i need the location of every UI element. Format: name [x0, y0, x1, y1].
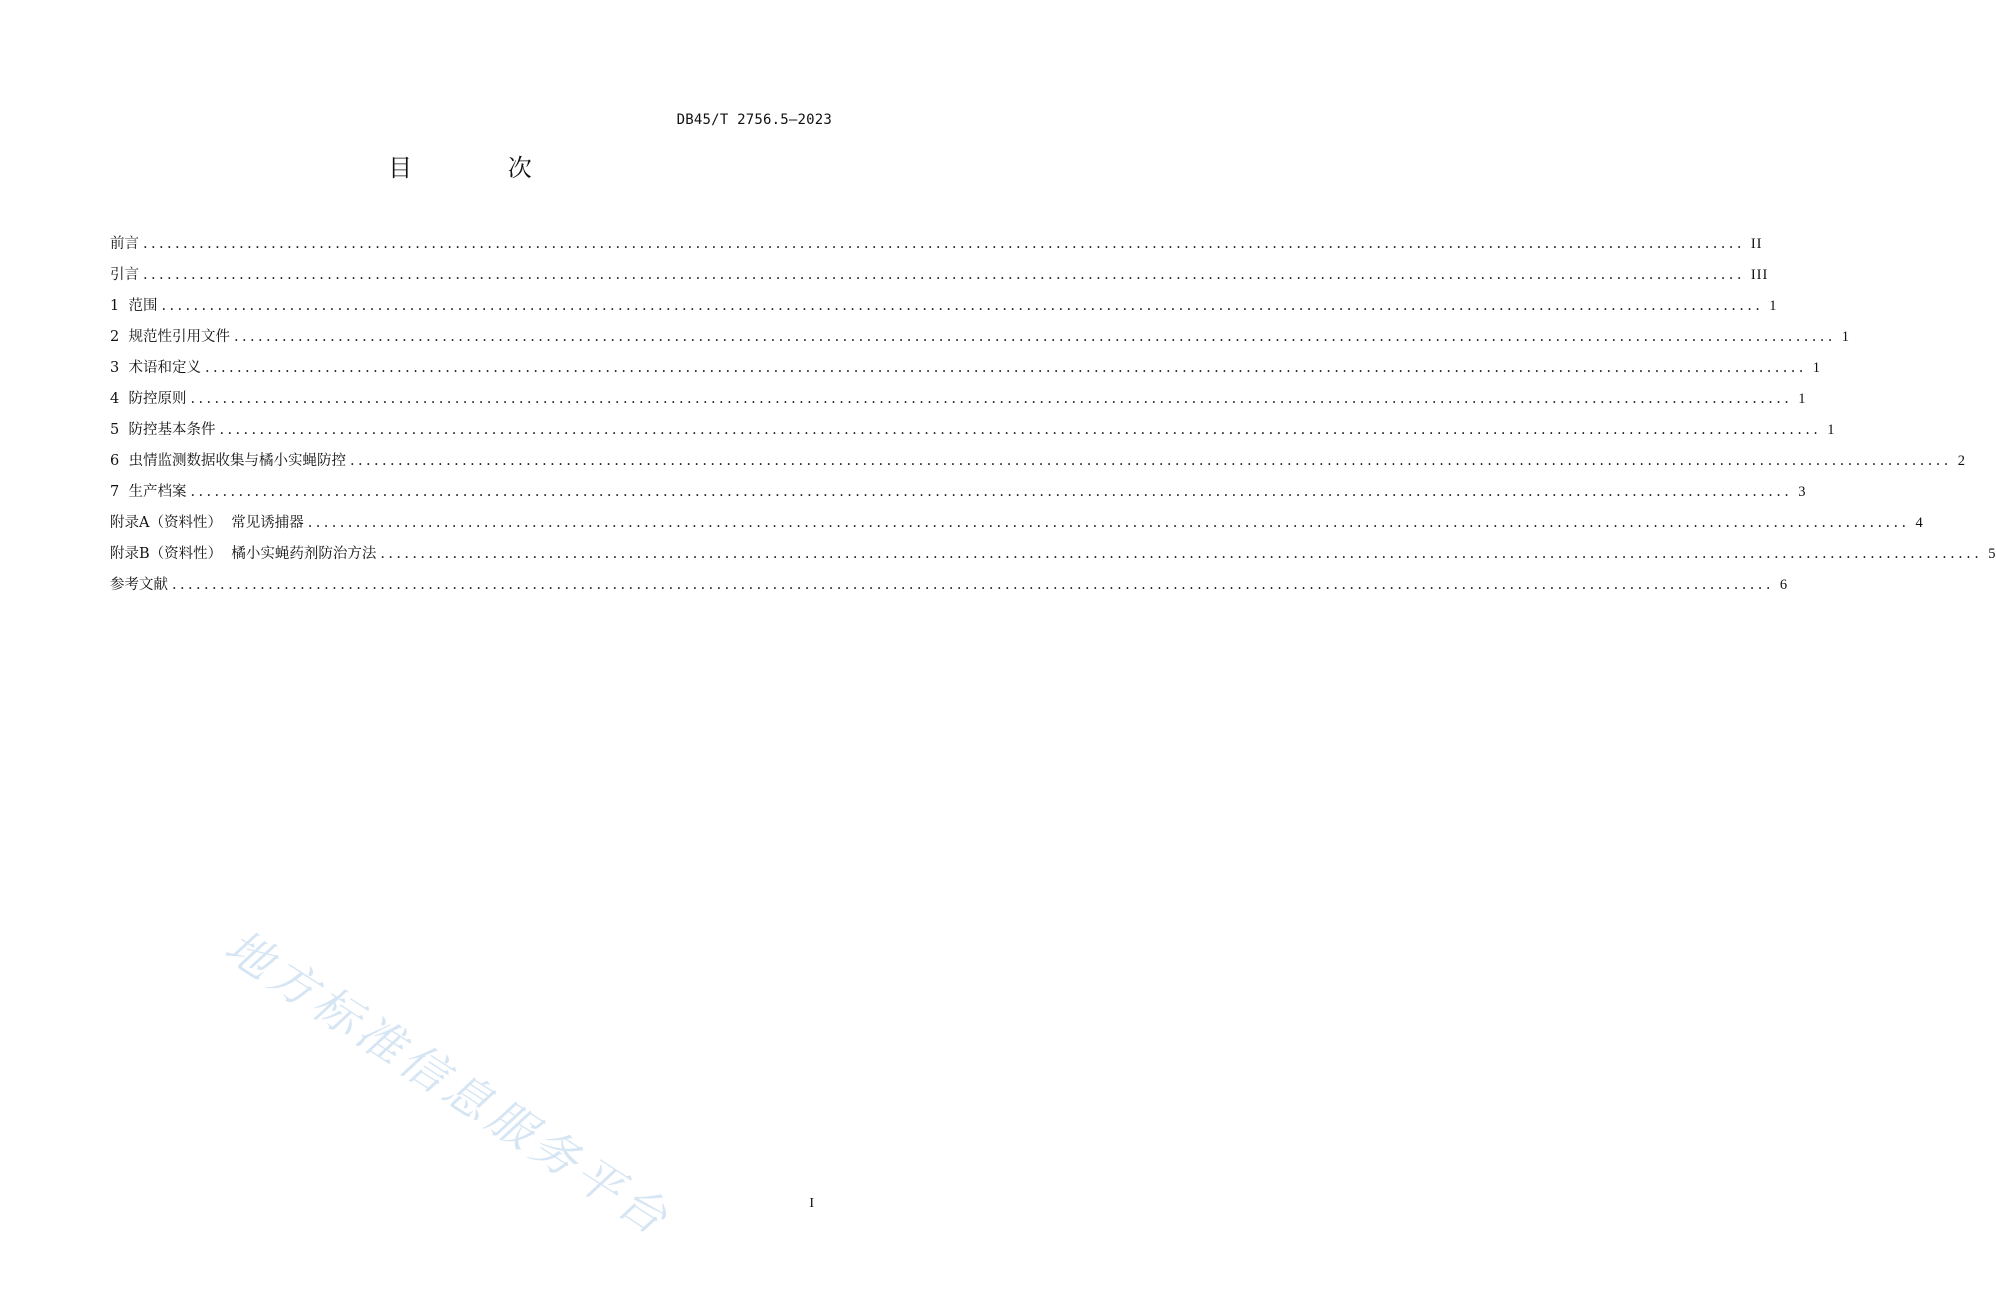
toc-entry-annex-b[interactable] [110, 539, 1996, 570]
toc-page-number: 4 [1915, 515, 1924, 531]
toc-page-number: 3 [1798, 484, 1807, 500]
toc-page-number: 6 [1779, 577, 1789, 593]
page-title: 目 次 [388, 154, 576, 182]
toc-label: 7 生产档案 [110, 484, 187, 500]
toc-label: 附录A（资料性） 常见诱捕器 [110, 515, 304, 531]
toc-entry-annex-a[interactable] [110, 508, 1924, 539]
toc-page-number: II [1750, 236, 1763, 252]
page-number: I [809, 1196, 814, 1211]
standard-code: DB45/T 2756.5—2023 [676, 112, 832, 128]
toc-entry-scope[interactable] [110, 291, 1778, 322]
toc-entry-monitoring-control[interactable] [110, 446, 1967, 477]
toc-label: 3 术语和定义 [110, 360, 201, 376]
toc-page-number: 5 [1988, 546, 1996, 562]
toc-label: 4 防控原则 [110, 391, 187, 407]
toc-leader-dots: ........................................................................................................................................................................................................ [307, 515, 1910, 531]
toc-page-number: III [1750, 267, 1769, 283]
toc-label: 2 规范性引用文件 [110, 329, 230, 345]
toc-label: 5 防控基本条件 [110, 422, 216, 438]
toc-entry-bibliography[interactable] [110, 570, 1789, 601]
toc-page-number: 1 [1769, 298, 1778, 314]
toc-page-number: 1 [1841, 329, 1851, 345]
toc-label: 引言 [110, 267, 139, 283]
toc-leader-dots: ........................................................................................................................................................................................................ [349, 453, 1952, 469]
toc-leader-dots: ........................................................................................................................................................................................................ [204, 360, 1807, 376]
toc-leader-dots: ........................................................................................................................................................................................................ [143, 267, 1745, 283]
toc-entry-normative-references[interactable] [110, 322, 1851, 353]
toc-page-number: 1 [1827, 422, 1836, 438]
toc-entry-control-principles[interactable] [110, 384, 1807, 415]
toc-page-number: 1 [1798, 391, 1807, 407]
toc-leader-dots: ........................................................................................................................................................................................................ [172, 577, 1774, 593]
toc-leader-dots: ........................................................................................................................................................................................................ [143, 236, 1745, 252]
toc-leader-dots: ........................................................................................................................................................................................................ [380, 546, 1983, 562]
toc-label: 1 范围 [110, 298, 158, 314]
watermark: 地方标准信息服务平台 [215, 918, 682, 1248]
toc-label: 附录B（资料性） 橘小实蝇药剂防治方法 [110, 546, 377, 562]
toc-page-number: 1 [1812, 360, 1822, 376]
toc-entry-basic-conditions[interactable] [110, 415, 1836, 446]
toc-entry-terms-definitions[interactable] [110, 353, 1822, 384]
toc-leader-dots: ........................................................................................................................................................................................................ [219, 422, 1822, 438]
toc-leader-dots: ........................................................................................................................................................................................................ [161, 298, 1764, 314]
toc-label: 6 虫情监测数据收集与橘小实蝇防控 [110, 453, 346, 469]
table-of-contents [110, 229, 1996, 601]
toc-leader-dots: ........................................................................................................................................................................................................ [233, 329, 1836, 345]
toc-entry-foreword[interactable] [110, 229, 1763, 260]
toc-label: 参考文献 [110, 577, 168, 593]
toc-entry-production-records[interactable] [110, 477, 1807, 508]
toc-entry-introduction[interactable] [110, 260, 1769, 291]
toc-leader-dots: ........................................................................................................................................................................................................ [190, 484, 1793, 500]
toc-page-number: 2 [1957, 453, 1967, 469]
toc-leader-dots: ........................................................................................................................................................................................................ [190, 391, 1793, 407]
toc-label: 前言 [110, 236, 139, 252]
